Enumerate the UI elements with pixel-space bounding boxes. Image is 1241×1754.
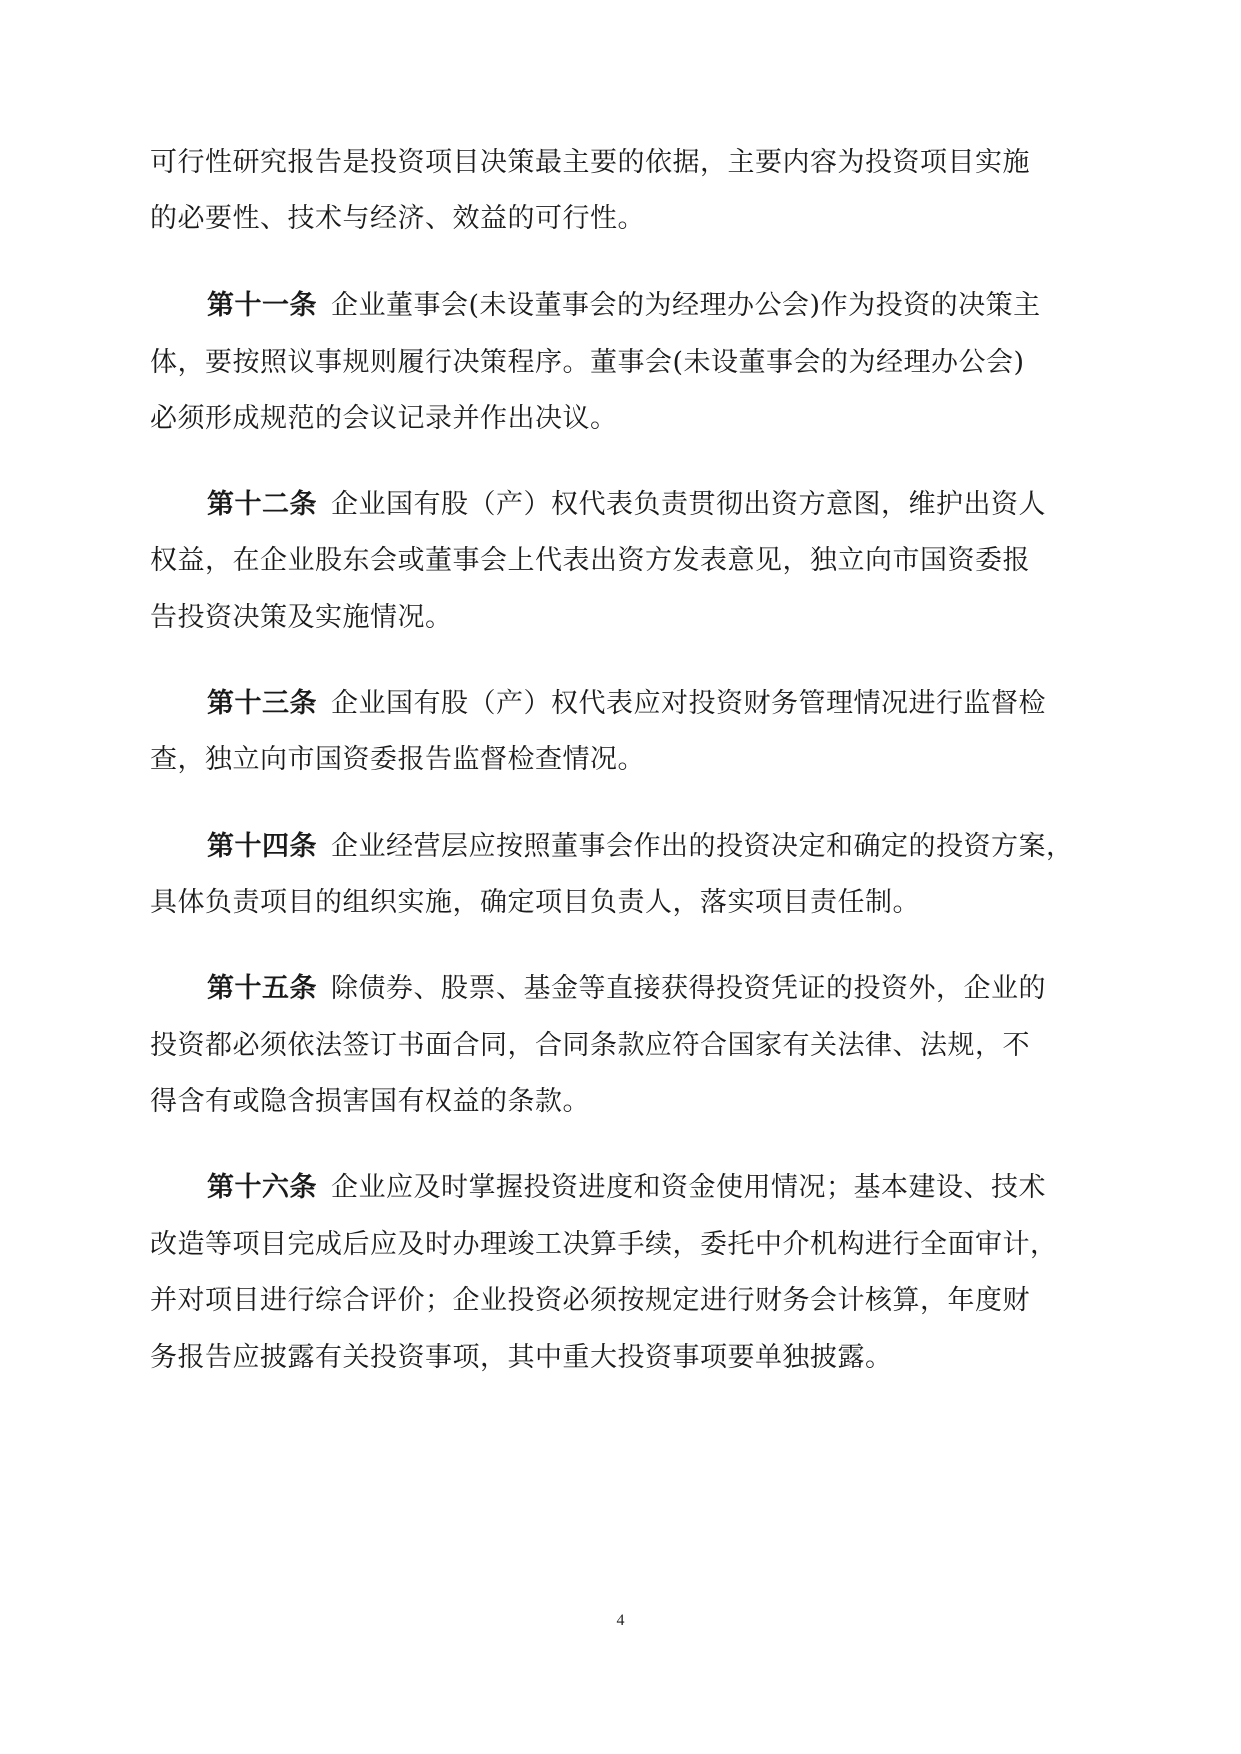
article-16-first-line (207, 1172, 1046, 1204)
text-line: 务报告应披露有关投资事项，其中重大投资事项要单独披露。 (150, 1342, 893, 1373)
text-line: 的必要性、技术与经济、效益的可行性。 (150, 203, 645, 234)
article-12-first-line (207, 489, 1046, 521)
article-16-label: 第十六条 (207, 1172, 317, 1203)
text-line: 告投资决策及实施情况。 (150, 602, 453, 633)
text-line: 企业董事会(未设董事会的为经理办公会)作为投资的决策主 (331, 290, 1041, 321)
article-13-label: 第十三条 (207, 688, 317, 719)
text-line: 企业国有股（产）权代表应对投资财务管理情况进行监督检 (331, 688, 1046, 719)
article-15-label: 第十五条 (207, 973, 317, 1004)
article-13-first-line (207, 688, 1046, 720)
text-line: 投资都必须依法签订书面合同，合同条款应符合国家有关法律、法规，不 (150, 1030, 1030, 1061)
page-number: 4 (616, 1612, 625, 1629)
text-line: 改造等项目完成后应及时办理竣工决算手续，委托中介机构进行全面审计， (150, 1229, 1058, 1260)
text-line: 企业应及时掌握投资进度和资金使用情况；基本建设、技术 (331, 1172, 1046, 1203)
text-line: 得含有或隐含损害国有权益的条款。 (150, 1086, 590, 1117)
text-line: 权益，在企业股东会或董事会上代表出资方发表意见，独立向市国资委报 (150, 545, 1030, 576)
text-line: 必须形成规范的会议记录并作出决议。 (150, 403, 618, 434)
text-line: 企业经营层应按照董事会作出的投资决定和确定的投资方案， (331, 831, 1074, 862)
article-11-first-line (207, 290, 1041, 322)
text-line: 查，独立向市国资委报告监督检查情况。 (150, 744, 645, 775)
text-line: 企业国有股（产）权代表负责贯彻出资方意图，维护出资人 (331, 489, 1046, 520)
article-14-first-line (207, 831, 1074, 863)
text-line: 并对项目进行综合评价；企业投资必须按规定进行财务会计核算，年度财 (150, 1285, 1030, 1316)
article-12-label: 第十二条 (207, 489, 317, 520)
text-line: 体，要按照议事规则履行决策程序。董事会(未设董事会的为经理办公会) (150, 347, 1025, 378)
text-line: 除债券、股票、基金等直接获得投资凭证的投资外，企业的 (331, 973, 1046, 1004)
text-line: 具体负责项目的组织实施，确定项目负责人，落实项目责任制。 (150, 887, 920, 918)
article-15-first-line (207, 973, 1046, 1005)
article-11-label: 第十一条 (207, 290, 317, 321)
article-14-label: 第十四条 (207, 831, 317, 862)
text-line: 可行性研究报告是投资项目决策最主要的依据，主要内容为投资项目实施 (150, 147, 1030, 178)
